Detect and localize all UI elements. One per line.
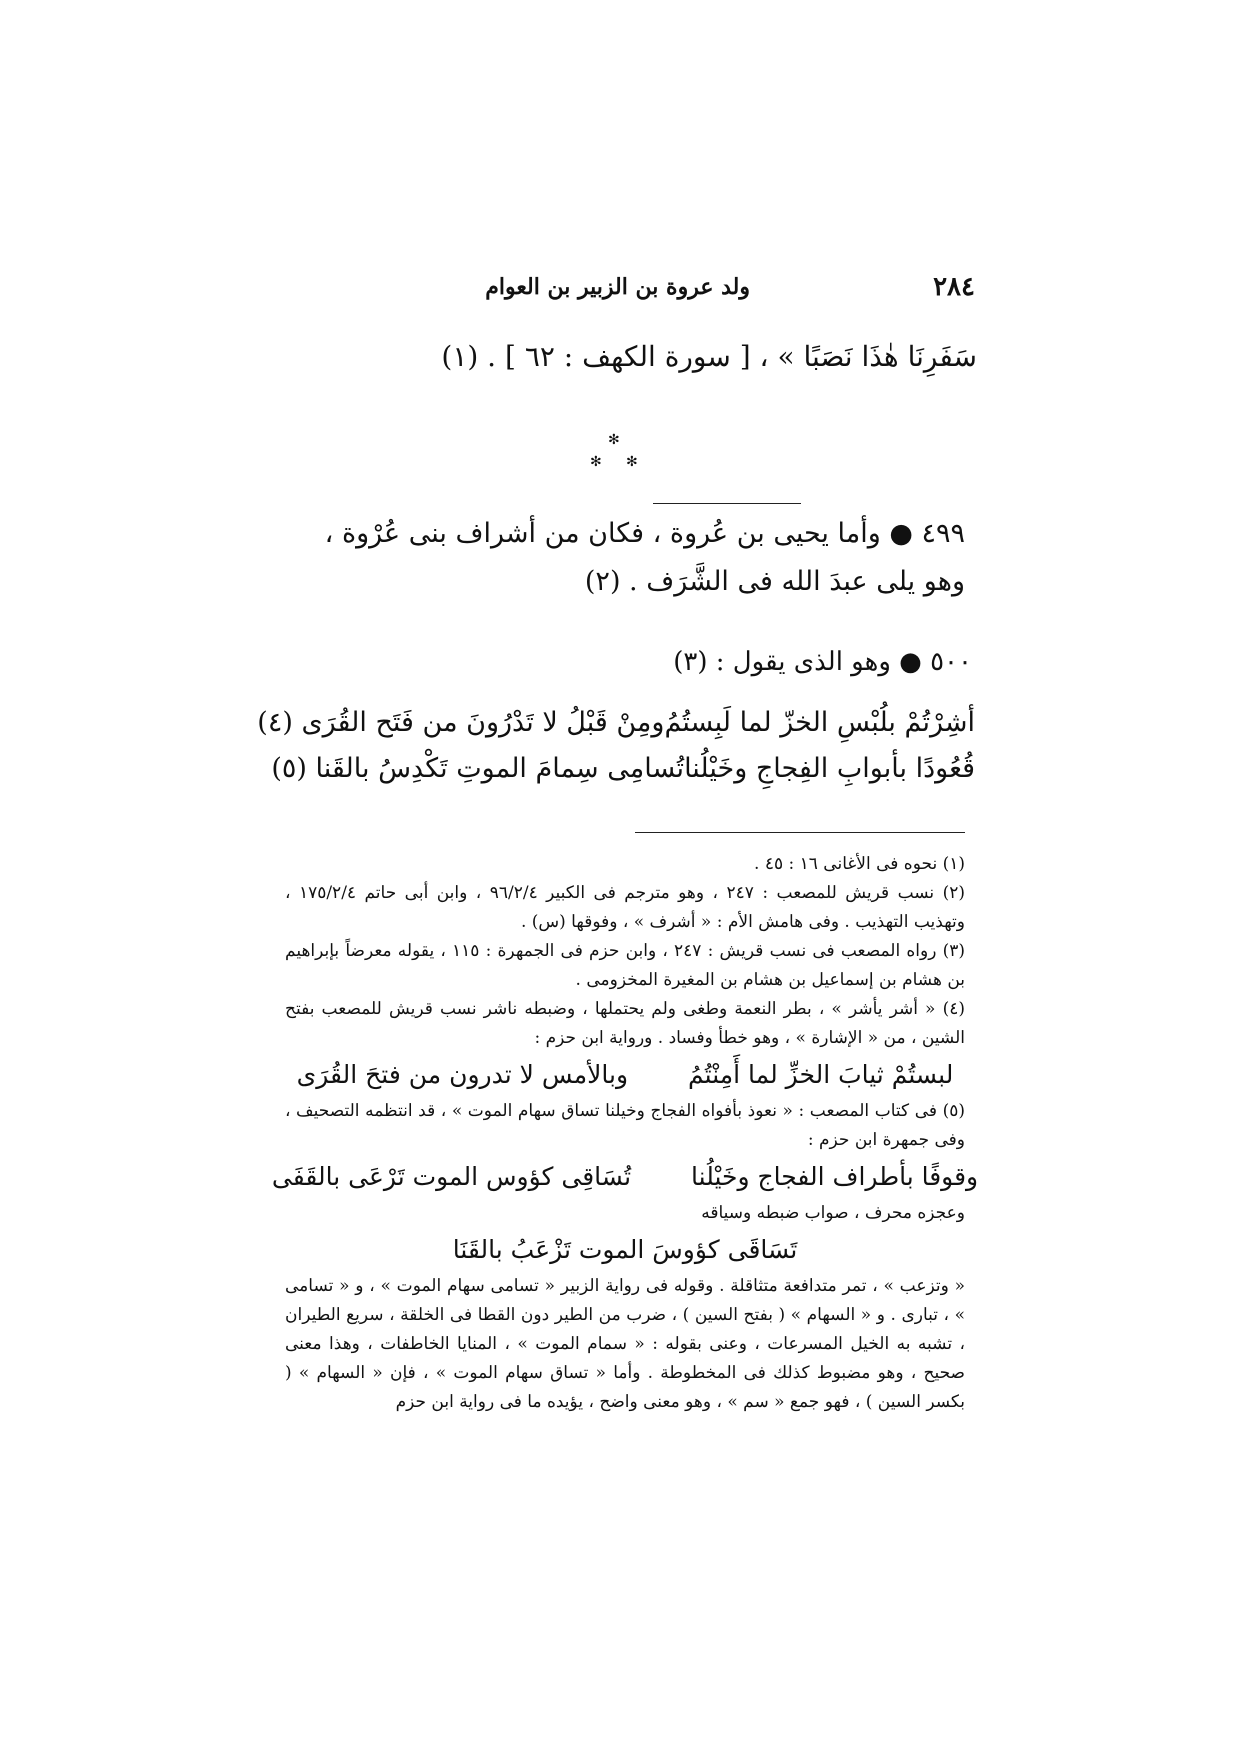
- star-ornament-icon: ✻: [590, 454, 602, 470]
- star-ornament-icon: ✻: [626, 454, 638, 470]
- quran-citation-line: سَفَرِنَا هٰذَا نَصَبًا » ، [ سورة الكهف : ٦٢ ] . (١): [441, 340, 977, 373]
- verse-first-hemistich: قُعُودًا بأبوابِ الفِجاجِ وخَيْلُنا: [684, 753, 975, 784]
- corrected-hemistich: تَسَاقَى كؤوسَ الموت تَزْعَبُ بالقَنَا: [452, 1235, 798, 1264]
- section-ornament: [580, 432, 650, 478]
- footnote-3: (٣) رواه المصعب فى نسب قريش : ٢٤٧ ، وابن حزم فى الجمهرة : ١١٥ ، يقوله معرضاً بإبراهيم بن هشام بن إسماعيل بن هشام بن المغيرة المخزومى .: [285, 941, 966, 990]
- footnote-5: (٥) فى كتاب المصعب : « نعوذ بأفواه الفجاج وخيلنا تساق سهام الموت » ، قد انتظمه التصحيف ، وفى جمهرة ابن حزم :: [285, 1101, 965, 1150]
- footnote-4-verse: [285, 1053, 965, 1097]
- poem-verses: [257, 700, 975, 792]
- star-ornament-icon: ✻: [608, 432, 620, 448]
- verse-second-hemistich: وبالأمس لا تدرون من فتحَ القُرَى: [296, 1060, 629, 1089]
- footnotes: [271, 850, 979, 1417]
- page-header: [285, 272, 975, 308]
- footnote-5-explanation: « وتزعب » ، تمر متدافعة متثاقلة . وقوله فى رواية الزبير « تسامى سهام الموت » ، و « تسامى » ، تبارى . و « السهام » ( بفتح السين ) ، ضرب من الطير دون القطا فى الخلقة ، سريع الطيران ، تشبه به الخيل المسرعات ، وعنى بقوله : « سمام الموت » ، المنايا الخاطفات ، وهذا معنى صحيح ، وهو مضبوط كذلك فى المخطوطة . وأما « تساق سهام الموت » ، فإن « السهام » ( بكسر السين ) ، فهو جمع « سم » ، وهو معنى واضح ، يؤيده ما فى رواية ابن حزم: [285, 1276, 965, 1412]
- verse-second-hemistich: ومِنْ قَبْلُ لا تَدْرُونَ من فَتَح القُرَى (٤): [257, 707, 665, 738]
- running-title: ولد عروة بن الزبير بن العوام: [485, 274, 750, 300]
- verse-line: [257, 700, 975, 746]
- footnote-5-remark: وعجزه محرف ، صواب ضبطه وسياقه: [701, 1203, 965, 1223]
- verse-first-hemistich: أشِرْتُمْ بلُبْسِ الخزّ لما لَبِستُمُ: [664, 707, 975, 738]
- footnotes-divider: [635, 832, 965, 833]
- section-divider: [653, 503, 801, 504]
- entry-500-intro: ٥٠٠ ● وهو الذى يقول : (٣): [673, 647, 972, 677]
- verse-first-hemistich: لبستُمْ ثيابَ الخزِّ لما أَمِنْتُمُ: [688, 1060, 954, 1089]
- entry-499: ٤٩٩ ● وأما يحيى بن عُروة ، فكان من أشراف بنى عُرْوة ، وهو يلى عبدَ الله فى الشَّرَف . (٢): [324, 518, 965, 597]
- footnote-4: (٤) « أشر يأشر » ، بطر النعمة وطغى ولم يحتملها ، وضبطه ناشر نسب قريش للمصعب بفتح الشين ، من « الإشارة » ، وهو خطأ وفساد . ورواية ابن حزم :: [285, 999, 965, 1048]
- footnote-5-verse: [271, 1155, 979, 1199]
- verse-second-hemistich: تُسَاقِى كؤوس الموت تَرْعَى بالقَفَى: [271, 1162, 632, 1191]
- verse-first-hemistich: وقوفًا بأطراف الفجاج وخَيْلُنا: [691, 1162, 979, 1191]
- footnote-1: (١) نحوه فى الأغانى ١٦ : ٤٥ .: [754, 854, 965, 874]
- footnote-2: (٢) نسب قريش للمصعب : ٢٤٧ ، وهو مترجم فى الكبير ٩٦/٢/٤ ، وابن أبى حاتم ١٧٥/٢/٤ ، وتهذيب التهذيب . وفى هامش الأم : « أشرف » ، وفوقها (س) .: [285, 883, 966, 932]
- footnote-5-corrected-verse: [285, 1228, 965, 1272]
- verse-second-hemistich: تُسامِى سِمامَ الموتِ تَكْدِسُ بالقَنا (٥): [271, 753, 685, 784]
- page-number: ٢٨٤: [933, 272, 975, 302]
- verse-line: [271, 746, 975, 792]
